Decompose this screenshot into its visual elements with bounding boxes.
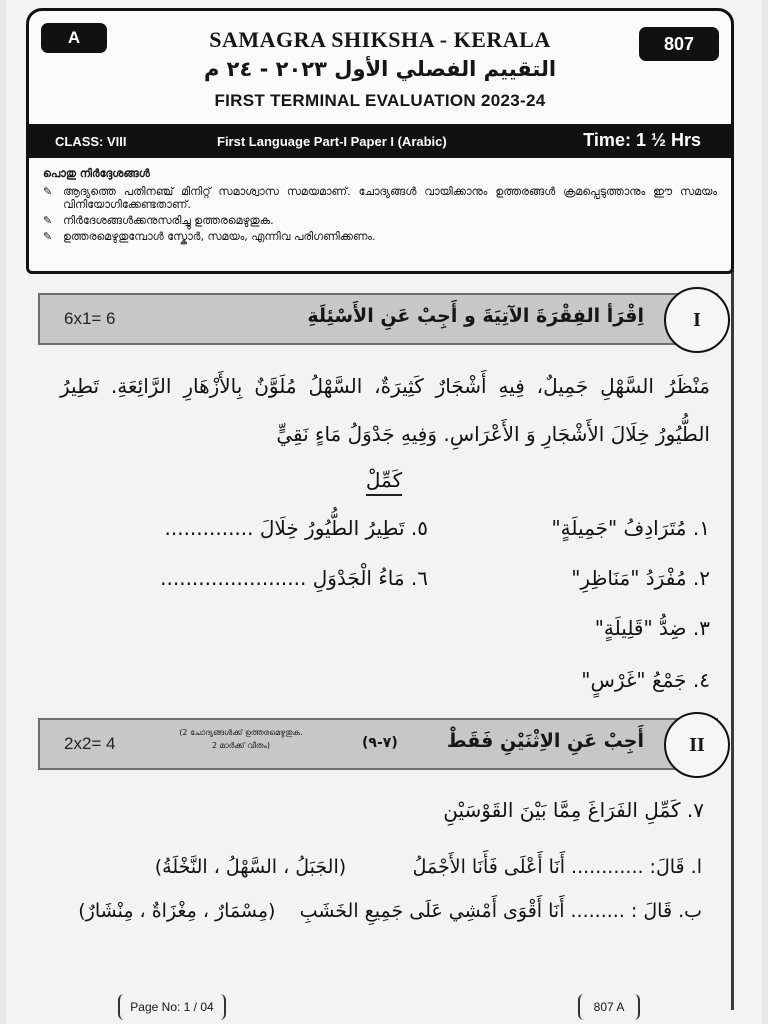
question-item: ٢. مُفْرَدُ "مَنَاظِرِ" xyxy=(571,566,710,590)
exam-title: FIRST TERMINAL EVALUATION 2023-24 xyxy=(214,91,546,110)
instruction-item xyxy=(43,230,717,243)
paper-code-badge: 807 xyxy=(639,27,719,61)
section-2-number: II xyxy=(664,712,730,778)
class-label: CLASS: VIII xyxy=(55,134,127,149)
page-number: Page No: 1 / 04 xyxy=(118,994,226,1020)
section-2-bar xyxy=(38,718,718,770)
question-7a xyxy=(155,856,702,878)
arabic-title: التقييم الفصلي الأول ٢٠٢٣ - ٢٤ م xyxy=(203,57,557,81)
instruction-item xyxy=(43,185,717,211)
section-1-bar xyxy=(38,293,718,345)
exam-header xyxy=(26,8,734,274)
question-7: ٧. كَمِّلِ الفَرَاغَ مِمَّا بَيْنَ القَوْسَيْنِ xyxy=(443,798,704,822)
note-line: (2 ചോദ്യങ്ങൾക്ക് ഉത്തരമെഴുതുക. xyxy=(179,728,303,737)
section-2-note xyxy=(136,726,346,752)
complete-label: كَمِّلْ xyxy=(366,468,402,496)
instruction-text: നിർദേശങ്ങൾക്കനുസരിച്ചു ഉത്തരമെഴുതുക. xyxy=(63,214,274,227)
info-bar xyxy=(29,124,731,158)
question-item: ١. مُتَرَادِفُ "جَمِيلَةٍ" xyxy=(551,516,710,540)
instruction-text: ഉത്തരമെഴുതുമ്പോൾ സ്കോർ, സമയം, എന്നിവ പരിഗണിക്കണം. xyxy=(63,230,376,243)
pen-icon: ✎ xyxy=(43,185,53,198)
instruction-item xyxy=(43,214,717,227)
question-item: ٤. جَمْعُ "غَرْسٍ" xyxy=(581,668,710,692)
page-border xyxy=(731,270,734,1010)
question-item: ٥. تَطِيرُ الطُّيُورُ خِلَالَ .............. xyxy=(164,516,428,540)
section-1-marks: 6x1= 6 xyxy=(64,309,116,328)
time-label: Time: 1 ½ Hrs xyxy=(583,130,701,150)
question-7a-text: ا. قَالَ: ............ أَنَا أَعْلَى فَأَنَا الأَجْمَلُ xyxy=(412,856,702,878)
pen-icon: ✎ xyxy=(43,230,53,243)
note-line: 2 മാർക്ക് വീതം) xyxy=(212,741,270,750)
general-instructions xyxy=(43,167,717,246)
section-2-range: (٧-٩) xyxy=(362,735,398,751)
reading-paragraph: مَنْظَرُ السَّهْلِ جَمِيلٌ، فِيهِ أَشْجَارٌ كَثِيرَةٌ، السَّهْلُ مُلَوَّنٌ بِالأَزْهَارِ الرَّائِعَةِ. تَطِيرُ الطُّيُورُ خِلَالَ الأَشْجَارِ وَ الأَعْرَاسِ. وَفِيهِ جَدْوَلُ مَاءٍ نَقِيٍّ xyxy=(60,374,710,446)
instructions-heading: പൊതു നിർദ്ദേശങ്ങൾ xyxy=(43,167,150,180)
question-7b-text: ب. قَالَ : ......... أَنَا أَقْوَى أَمْشِي عَلَى جَمِيعِ الخَشَبِ xyxy=(299,900,702,922)
question-7b-options: (مِسْمَارٌ ، مِغْزَاةٌ ، مِنْشَارٌ) xyxy=(78,900,276,922)
question-7a-options: (الجَبَلُ ، السَّهْلُ ، النَّخْلَةُ) xyxy=(154,856,347,878)
set-badge: A xyxy=(41,23,107,53)
footer-code: 807 A xyxy=(578,994,640,1020)
instruction-text: ആദ്യത്തെ പതിനഞ്ച് മിനിറ്റ് സമാശ്വാസ സമയമാണ്. ചോദ്യങ്ങൾ വായിക്കാനും ഉത്തരങ്ങൾ ക്രമപ്പെടുത്താനും ഈ സമയം വിനിയോഗിക്കേണ്ടതാണ്. xyxy=(63,185,717,211)
subject-label: First Language Part-I Paper I (Arabic) xyxy=(217,134,447,149)
question-7b xyxy=(78,900,702,922)
complete-instruction xyxy=(0,468,768,492)
section-2-question: أَجِبْ عَنِ الاِثْنَيْنِ فَقَطْ xyxy=(446,730,644,752)
section-2-marks: 2x2= 4 xyxy=(64,734,116,753)
section-1-question: اِقْرَأ الفِقْرَةَ الآتِيَةَ و أَجِبْ عَنِ الأَسْئِلَةِ xyxy=(307,305,644,327)
organization-title: SAMAGRA SHIKSHA - KERALA xyxy=(209,27,551,52)
pen-icon: ✎ xyxy=(43,214,53,227)
question-item: ٣. ضِدُّ "قَلِيلَةٍ" xyxy=(594,616,710,640)
section-1-number: I xyxy=(664,287,730,353)
question-item: ٦. مَاءُ الْجَدْوَلِ ....................... xyxy=(160,566,428,590)
